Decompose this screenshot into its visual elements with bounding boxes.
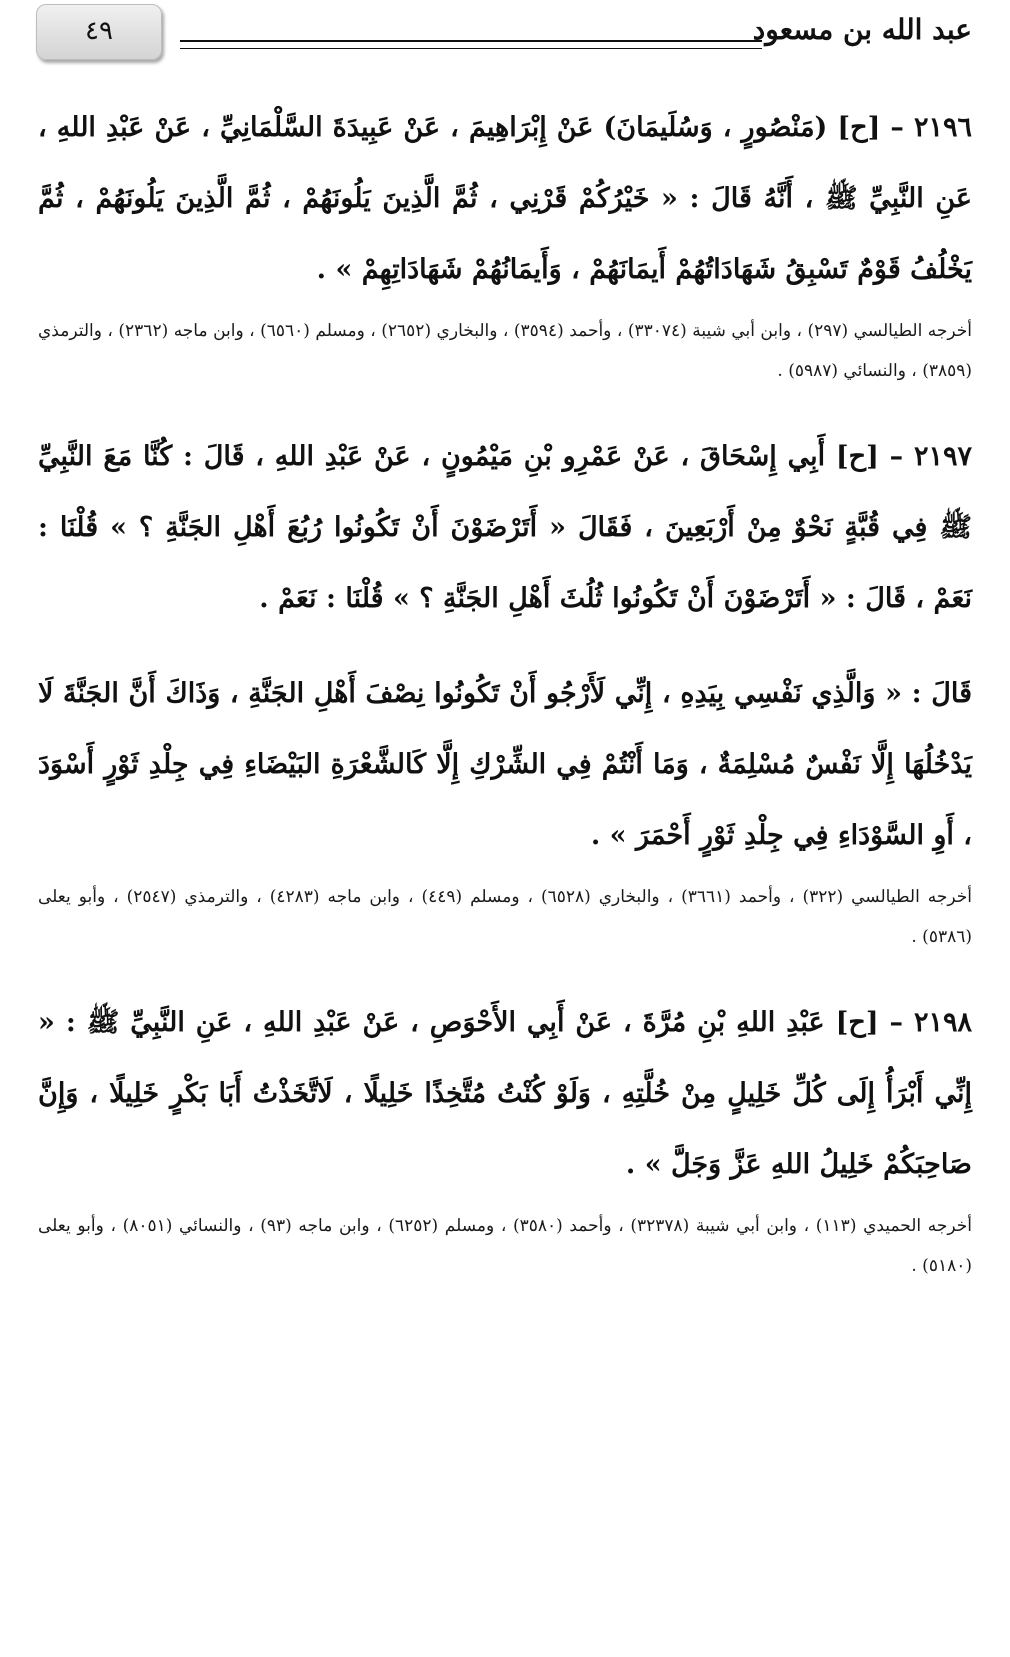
- entry-spacer: [38, 957, 972, 987]
- header-rule: [180, 40, 762, 49]
- takhrij-footnote: أخرجه الطيالسي (٢٩٧) ، وابن أبي شيبة (٣٣٠٧٤) ، وأحمد (٣٥٩٤) ، والبخاري (٢٦٥٢) ، ومسلم (٦٥٦٠) ، وابن ماجه (٢٣٦٢) ، والترمذي (٣٨٥٩) ، والنسائي (٥٩٨٧) .: [38, 321, 973, 381]
- page-number: ٤٩: [36, 4, 162, 60]
- hadith-text: ٢١٩٦ – [ح] (مَنْصُورٍ ، وَسُلَيمَانَ) عَنْ إِبْرَاهِيمَ ، عَنْ عَبِيدَةَ السَّلْمَانِيِّ ، عَنْ عَبْدِ اللهِ ، عَنِ النَّبِيِّ ﷺ ، أَنَّهُ قَالَ : « خَيْرُكُمْ قَرْنِي ، ثُمَّ الَّذِينَ يَلُونَهُمْ ، ثُمَّ الَّذِينَ يَلُونَهُمْ ، ثُمَّ يَخْلُفُ قَوْمٌ تَسْبِقُ شَهَادَاتُهُمْ أَيمَانَهُمْ ، وَأَيمَانُهُمْ شَهَادَاتِهِمْ » .: [38, 112, 972, 285]
- paragraph-spacer: [38, 634, 972, 658]
- entry-spacer: [38, 391, 972, 421]
- hadith-entry-2198: [38, 987, 972, 1286]
- hadith-text: ٢١٩٧ – [ح] أَبِي إِسْحَاقَ ، عَنْ عَمْرِو بْنِ مَيْمُونٍ ، عَنْ عَبْدِ اللهِ ، قَالَ : كُنَّا مَعَ النَّبِيِّ ﷺ فِي قُبَّةٍ نَحْوٌ مِنْ أَرْبَعِينَ ، فَقَالَ « أَتَرْضَوْنَ أَنْ تَكُونُوا رُبُعَ أَهْلِ الجَنَّةِ ؟ » قُلْنَا : نَعَمْ ، قَالَ : « أَتَرْضَوْنَ أَنْ تَكُونُوا ثُلُثَ أَهْلِ الجَنَّةِ ؟ » قُلْنَا : نَعَمْ .: [38, 441, 972, 614]
- takhrij-footnote: أخرجه الطيالسي (٣٢٢) ، وأحمد (٣٦٦١) ، والبخاري (٦٥٢٨) ، ومسلم (٤٤٩) ، وابن ماجه (٤٢٨٣) ، والترمذي (٢٥٤٧) ، وأبو يعلى (٥٣٨٦) .: [38, 887, 973, 947]
- hadith-text: ٢١٩٨ – [ح] عَبْدِ اللهِ بْنِ مُرَّةَ ، عَنْ أَبِي الأَحْوَصِ ، عَنْ عَبْدِ اللهِ ، عَنِ النَّبِيِّ ﷺ : « إِنِّي أَبْرَأُ إِلَى كُلِّ خَلِيلٍ مِنْ خُلَّتِهِ ، وَلَوْ كُنْتُ مُتَّخِذًا خَلِيلًا ، لَاتَّخَذْتُ أَبَا بَكْرٍ خَلِيلًا ، وَإِنَّ صَاحِبَكُمْ خَلِيلُ اللهِ عَزَّ وَجَلَّ » .: [38, 1007, 973, 1180]
- page-header: [30, 4, 972, 60]
- hadith-entry-2197: [38, 421, 972, 957]
- page-content: [38, 92, 972, 1286]
- takhrij-footnote: أخرجه الحميدي (١١٣) ، وابن أبي شيبة (٣٢٣٧٨) ، وأحمد (٣٥٨٠) ، ومسلم (٦٢٥٢) ، وابن ماجه (٩٣) ، والنسائي (٨٠٥١) ، وأبو يعلى (٥١٨٠) .: [38, 1216, 973, 1276]
- hadith-entry-2196: [38, 92, 972, 391]
- running-head-title: عبد الله بن مسعود: [752, 13, 972, 46]
- hadith-text-continued: قَالَ : « وَالَّذِي نَفْسِي بِيَدِهِ ، إِنِّي لَأَرْجُو أَنْ تَكُونُوا نِصْفَ أَهْلِ الجَنَّةِ ، وَذَاكَ أَنَّ الجَنَّةَ لَا يَدْخُلُهَا إِلَّا نَفْسٌ مُسْلِمَةٌ ، وَمَا أَنْتُمْ فِي الشِّرْكِ إِلَّا كَالشَّعْرَةِ البَيْضَاءِ فِي جِلْدِ ثَوْرٍ أَسْوَدَ ، أَوِ السَّوْدَاءِ فِي جِلْدِ ثَوْرٍ أَحْمَرَ » .: [38, 678, 972, 851]
